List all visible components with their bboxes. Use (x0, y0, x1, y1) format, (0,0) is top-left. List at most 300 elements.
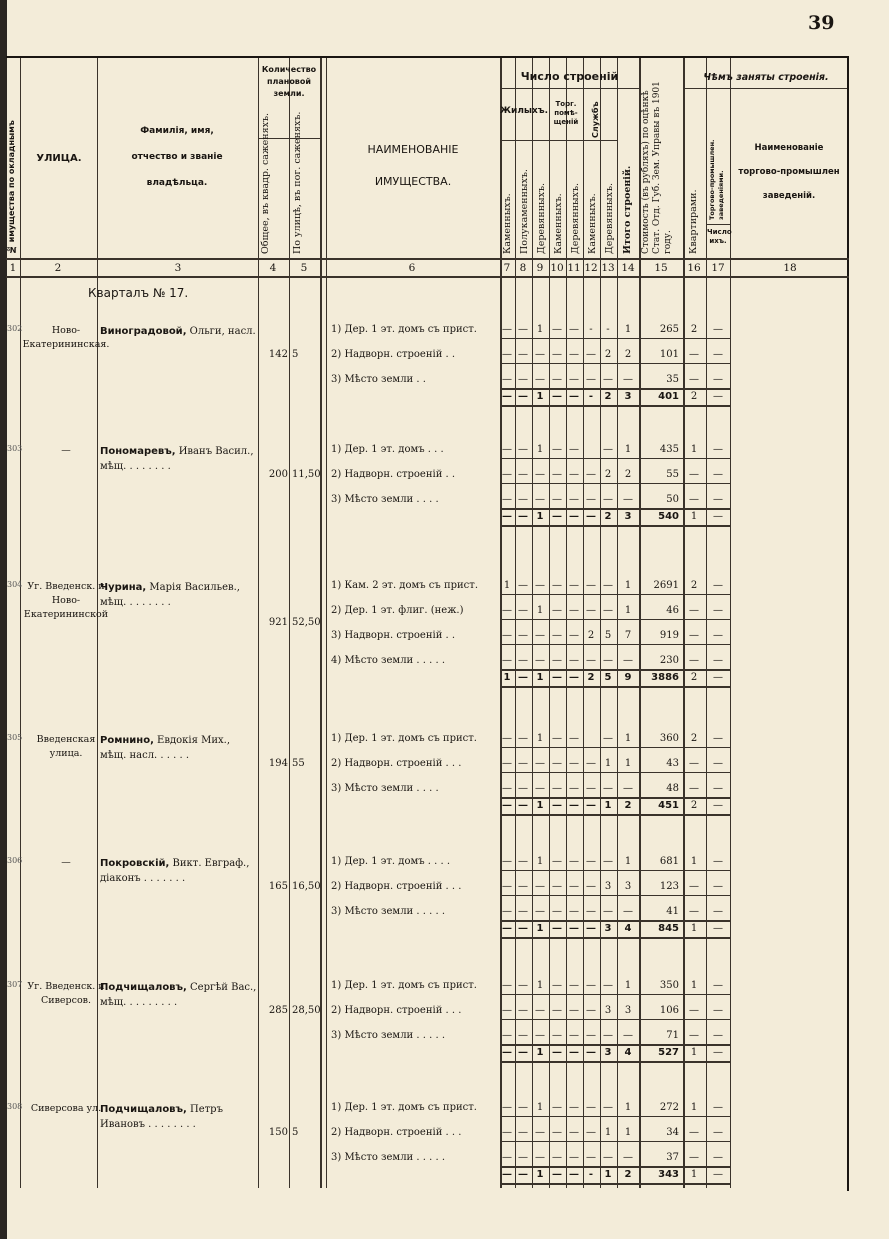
apartments-count: 2 (690, 324, 698, 335)
total-building-count: — (552, 391, 562, 402)
building-count: — (552, 906, 562, 917)
col-rule (20, 58, 21, 1188)
header-rule (706, 224, 730, 225)
building-count: — (502, 655, 512, 666)
row-rule (500, 669, 730, 671)
total-value: 451 (658, 800, 679, 811)
column-number: 2 (54, 262, 62, 274)
property-value: 681 (659, 856, 679, 867)
header-col1: № имущества по окладнымъ (7, 120, 16, 254)
building-count: — (552, 856, 562, 867)
building-count: — (518, 733, 528, 744)
building-count: — (518, 605, 528, 616)
building-count: 1 (503, 580, 511, 591)
total-building-count: 2 (624, 800, 632, 811)
building-count: — (502, 856, 512, 867)
total-building-count: — (552, 1169, 562, 1180)
column-number: 6 (408, 262, 416, 274)
building-count: — (502, 1005, 512, 1016)
trade-count: — (713, 856, 723, 867)
apartments-count: — (689, 783, 699, 794)
owner-surname: Покровскій, (100, 858, 170, 869)
property-value: 55 (666, 469, 679, 480)
total-building-count: 3 (624, 511, 632, 522)
table-frame (6, 56, 849, 1191)
property-item: 1) Дер. 1 эт. домъ . . . . (331, 856, 451, 867)
owner-details: Евдокія Мих., мѣщ. насл. . . . . . (100, 735, 230, 761)
header-col17a: Торгово-промышлен. заведеніями. (708, 139, 725, 220)
row-rule (500, 1116, 730, 1117)
total-building-count: 1 (536, 672, 544, 683)
building-count: — (518, 906, 528, 917)
building-count: — (535, 783, 545, 794)
building-count: - (606, 324, 610, 335)
land-area: 921 (268, 617, 288, 628)
building-count: — (569, 605, 579, 616)
building-count: 3 (604, 881, 612, 892)
building-count: — (552, 605, 562, 616)
building-count: — (569, 1152, 579, 1163)
building-count: 1 (536, 605, 544, 616)
building-count: — (518, 1102, 528, 1113)
total-value: 3886 (651, 672, 679, 683)
street-name: Введенская улица. (36, 734, 96, 759)
owner-name (100, 980, 258, 1010)
trade-count: — (713, 444, 723, 455)
building-count: — (552, 783, 562, 794)
total-building-count: — (586, 1047, 596, 1058)
header-col4: Общее, въ квадр. саженяхъ. (260, 112, 271, 254)
apartments-count: — (689, 605, 699, 616)
trade-count: — (713, 655, 723, 666)
column-number: 9 (536, 262, 544, 274)
building-count: — (623, 655, 633, 666)
row-rule (500, 594, 730, 595)
trade-count: — (713, 1102, 723, 1113)
building-count: — (569, 1030, 579, 1041)
trade-count: — (713, 733, 723, 744)
trade-count: — (713, 881, 723, 892)
row-rule (500, 483, 730, 484)
building-count: 1 (604, 1127, 612, 1138)
total-apartments: 2 (690, 800, 698, 811)
total-building-count: — (569, 672, 579, 683)
building-count: — (603, 580, 613, 591)
total-rule (500, 814, 730, 816)
entry-id: 303 (7, 444, 23, 453)
building-count: — (552, 444, 562, 455)
total-building-count: — (518, 391, 528, 402)
trade-count: — (713, 580, 723, 591)
property-value: 272 (659, 1102, 679, 1113)
street-name: Уг. Введенск. и Сиверсов. (27, 981, 105, 1006)
total-building-count: — (552, 1047, 562, 1058)
total-building-count: — (569, 923, 579, 934)
header-col5: По улицѣ, въ пог. саженяхъ. (292, 111, 303, 254)
building-count: 1 (624, 324, 632, 335)
building-count: 1 (536, 856, 544, 867)
total-building-count: 3 (604, 1047, 612, 1058)
building-count: — (569, 469, 579, 480)
property-item: 1) Дер. 1 эт. домъ . . . (331, 444, 444, 455)
property-value: 435 (659, 444, 679, 455)
owner-name (100, 733, 258, 763)
building-count: — (518, 783, 528, 794)
building-count: — (518, 469, 528, 480)
apartments-count: — (689, 374, 699, 385)
total-apartments: 1 (690, 923, 698, 934)
total-trade: — (713, 672, 723, 683)
building-count: 5 (604, 630, 612, 641)
owner-surname: Подчищаловъ, (100, 1104, 187, 1115)
header-col14: Итого строеній. (622, 165, 633, 254)
building-count: — (586, 783, 596, 794)
total-apartments: 1 (690, 1169, 698, 1180)
total-building-count: 1 (536, 1169, 544, 1180)
building-count: — (502, 630, 512, 641)
property-value: 123 (659, 881, 679, 892)
row-rule (500, 772, 730, 773)
trade-count: — (713, 494, 723, 505)
row-rule (500, 619, 730, 620)
property-value: 106 (659, 1005, 679, 1016)
land-area: 285 (268, 1005, 288, 1016)
building-count: 1 (624, 856, 632, 867)
total-trade: — (713, 923, 723, 934)
row-rule (500, 508, 730, 510)
total-rule (500, 525, 730, 527)
street-name: Уг. Введенск. и Ново-Екатерининской (23, 581, 109, 620)
total-building-count: — (569, 1169, 579, 1180)
building-count: — (623, 783, 633, 794)
building-count: — (623, 494, 633, 505)
quarter-title: Кварталъ № 17. (88, 286, 189, 300)
building-count: — (569, 349, 579, 360)
total-value: 540 (658, 511, 679, 522)
building-count: 3 (624, 881, 632, 892)
property-item: 2) Надворн. строеній . . (331, 349, 456, 360)
property-value: 46 (666, 605, 679, 616)
building-count: — (569, 758, 579, 769)
total-apartments: 1 (690, 1047, 698, 1058)
building-count: — (603, 906, 613, 917)
building-count: — (623, 1030, 633, 1041)
building-count: — (535, 580, 545, 591)
row-rule (500, 1019, 730, 1020)
total-building-count: 4 (624, 1047, 632, 1058)
building-count: — (535, 1005, 545, 1016)
total-building-count: — (569, 800, 579, 811)
total-building-count: 5 (604, 672, 612, 683)
building-count: — (552, 580, 562, 591)
apartments-count: — (689, 1127, 699, 1138)
row-rule (500, 1141, 730, 1142)
building-count: 7 (624, 630, 632, 641)
column-number: 4 (269, 262, 277, 274)
building-count: — (552, 1127, 562, 1138)
building-count: — (535, 1030, 545, 1041)
building-count: 1 (604, 758, 612, 769)
building-count: — (518, 980, 528, 991)
building-count: — (603, 605, 613, 616)
row-rule (500, 920, 730, 922)
apartments-count: — (689, 1030, 699, 1041)
building-count: 1 (624, 758, 632, 769)
building-count: — (586, 1152, 596, 1163)
building-count: — (586, 655, 596, 666)
total-building-count: — (586, 800, 596, 811)
land-area: 142 (268, 349, 288, 360)
trade-count: — (713, 980, 723, 991)
total-trade: — (713, 1047, 723, 1058)
building-count: — (586, 605, 596, 616)
total-rule (500, 1061, 730, 1063)
column-number: 5 (300, 262, 308, 274)
trade-count: — (713, 1030, 723, 1041)
row-rule (500, 994, 730, 995)
apartments-count: — (689, 1152, 699, 1163)
street-name: — (61, 445, 71, 456)
total-building-count: 2 (604, 391, 612, 402)
property-item: 3) Надворн. строеній . . (331, 630, 456, 641)
property-value: 360 (659, 733, 679, 744)
row-rule (500, 797, 730, 799)
building-count: — (552, 374, 562, 385)
owner-surname: Чурина, (100, 582, 147, 593)
total-building-count: — (518, 672, 528, 683)
total-building-count: 9 (624, 672, 632, 683)
building-count: 3 (604, 1005, 612, 1016)
row-rule (500, 747, 730, 748)
column-number: 13 (601, 262, 615, 274)
total-building-count: 2 (604, 511, 612, 522)
total-building-count: — (502, 923, 512, 934)
building-count: — (623, 1152, 633, 1163)
total-building-count: 1 (536, 923, 544, 934)
building-count: — (552, 758, 562, 769)
header-col45: Количество плановой земли. (261, 65, 317, 98)
apartments-count: — (689, 758, 699, 769)
total-building-count: 1 (536, 511, 544, 522)
building-count: — (569, 630, 579, 641)
property-item: 1) Дер. 1 эт. домъ съ прист. (331, 980, 477, 991)
header-rule (683, 88, 847, 89)
property-value: 50 (666, 494, 679, 505)
building-count: — (535, 655, 545, 666)
entry-id: 307 (7, 980, 23, 989)
building-count: — (518, 580, 528, 591)
apartments-count: — (689, 906, 699, 917)
building-count: — (603, 1030, 613, 1041)
building-count: — (603, 783, 613, 794)
building-count: — (586, 494, 596, 505)
owner-name (100, 856, 258, 886)
building-count: 2 (604, 349, 612, 360)
building-count: — (569, 980, 579, 991)
building-count: — (569, 580, 579, 591)
building-count: — (502, 1152, 512, 1163)
building-count: — (569, 494, 579, 505)
property-value: 71 (666, 1030, 679, 1041)
owner-details: Викт. Евграф., діаконъ . . . . . . . (100, 858, 250, 884)
trade-count: — (713, 783, 723, 794)
building-count: 2 (587, 630, 595, 641)
header-trade: Торг. помѣ-щеній (553, 100, 579, 126)
row-rule (500, 1166, 730, 1168)
building-count: — (586, 856, 596, 867)
total-building-count: 1 (536, 1047, 544, 1058)
apartments-count: — (689, 655, 699, 666)
land-area: 194 (268, 758, 288, 769)
total-rule (500, 1183, 730, 1185)
building-count: 1 (624, 980, 632, 991)
building-count: — (502, 444, 512, 455)
property-item: 2) Надворн. строеній . . . (331, 881, 462, 892)
property-value: 43 (666, 758, 679, 769)
row-rule (500, 458, 730, 459)
building-count: — (535, 494, 545, 505)
building-count: — (552, 733, 562, 744)
trade-count: — (713, 374, 723, 385)
property-value: 35 (666, 374, 679, 385)
total-building-count: — (586, 923, 596, 934)
total-value: 401 (658, 391, 679, 402)
building-count: — (603, 1102, 613, 1113)
building-count: — (502, 324, 512, 335)
total-value: 845 (658, 923, 679, 934)
building-count: 1 (536, 324, 544, 335)
building-count: — (586, 374, 596, 385)
apartments-count: — (689, 881, 699, 892)
building-count: — (518, 758, 528, 769)
building-count: 1 (624, 605, 632, 616)
column-number: 10 (550, 262, 564, 274)
total-building-count: — (502, 800, 512, 811)
total-building-count: — (518, 800, 528, 811)
column-number: 14 (621, 262, 635, 274)
property-value: 101 (659, 349, 679, 360)
entry-id: 308 (7, 1102, 23, 1111)
building-count: — (586, 758, 596, 769)
building-count: — (535, 1152, 545, 1163)
owner-name (100, 1102, 258, 1132)
building-count: — (518, 1030, 528, 1041)
property-item: 2) Надворн. строеній . . (331, 469, 456, 480)
building-count: — (586, 906, 596, 917)
building-count: — (603, 733, 613, 744)
header-service: Службъ (591, 101, 600, 138)
building-count: — (518, 1152, 528, 1163)
trade-count: — (713, 630, 723, 641)
trade-count: — (713, 605, 723, 616)
property-item: 2) Надворн. строеній . . . (331, 1127, 462, 1138)
row-rule (500, 870, 730, 871)
building-count: — (535, 374, 545, 385)
trade-count: — (713, 469, 723, 480)
building-count: 2 (604, 469, 612, 480)
total-building-count: — (502, 1047, 512, 1058)
building-count: — (552, 1152, 562, 1163)
building-count: — (518, 881, 528, 892)
header-col15: Стоимость (въ рубляхъ) по оцѣнкѣ Стат. Отд. Губ. Зем. Управы въ 1901 году. (641, 81, 673, 254)
property-value: 48 (666, 783, 679, 794)
building-count: — (569, 733, 579, 744)
land-area: 150 (268, 1127, 288, 1138)
building-count: — (586, 1127, 596, 1138)
building-count: 1 (624, 733, 632, 744)
apartments-count: 1 (690, 856, 698, 867)
total-rule (500, 686, 730, 688)
total-building-count: 1 (604, 1169, 612, 1180)
building-count: — (535, 469, 545, 480)
building-count: — (603, 444, 613, 455)
building-count: — (569, 655, 579, 666)
total-building-count: 2 (587, 672, 595, 683)
frontage: 52,50 (292, 617, 321, 628)
total-building-count: 3 (604, 923, 612, 934)
trade-count: — (713, 906, 723, 917)
property-value: 2691 (653, 580, 679, 591)
column-number: 1 (9, 262, 17, 274)
building-count: — (569, 856, 579, 867)
building-count: — (535, 881, 545, 892)
building-count: — (502, 1127, 512, 1138)
total-building-count: — (518, 923, 528, 934)
building-count: — (603, 1152, 613, 1163)
building-count: — (569, 881, 579, 892)
property-item: 1) Кам. 2 эт. домъ съ прист. (331, 580, 478, 591)
owner-details: Сергѣй Вас., мѣщ. . . . . . . . . (100, 982, 257, 1008)
street-name: — (61, 857, 71, 868)
trade-count: — (713, 758, 723, 769)
building-count: — (603, 980, 613, 991)
owner-surname: Подчищаловъ, (100, 982, 187, 993)
street-name: Ново-Екатерининская. (22, 325, 110, 350)
total-building-count: — (569, 391, 579, 402)
building-count: — (502, 906, 512, 917)
building-count: — (535, 1127, 545, 1138)
building-count: 2 (624, 469, 632, 480)
header-col8: Полукаменныхъ. (519, 169, 530, 254)
owner-name (100, 580, 258, 610)
land-area: 165 (268, 881, 288, 892)
building-count: — (603, 856, 613, 867)
col-rule (97, 58, 98, 1188)
building-count: — (569, 1127, 579, 1138)
property-value: 350 (659, 980, 679, 991)
building-count: 1 (536, 1102, 544, 1113)
row-rule (500, 895, 730, 896)
total-value: 527 (658, 1047, 679, 1058)
owner-name (100, 444, 258, 474)
col-rule (258, 58, 259, 1188)
building-count: 1 (624, 580, 632, 591)
building-count: — (502, 1102, 512, 1113)
building-count: — (603, 655, 613, 666)
row-rule (500, 644, 730, 645)
building-count: — (552, 349, 562, 360)
building-count: — (586, 1005, 596, 1016)
owner-details: Иванъ Васил., мѣщ. . . . . . . . (100, 446, 254, 472)
column-number: 15 (654, 262, 668, 274)
total-building-count: — (552, 672, 562, 683)
owner-name (100, 324, 258, 339)
header-residential: Жилыхъ. (500, 106, 549, 116)
building-count: — (603, 494, 613, 505)
building-count: 1 (624, 1127, 632, 1138)
owner-surname: Виноградовой, (100, 326, 187, 337)
property-item: 4) Мѣсто земли . . . . . (331, 655, 445, 666)
